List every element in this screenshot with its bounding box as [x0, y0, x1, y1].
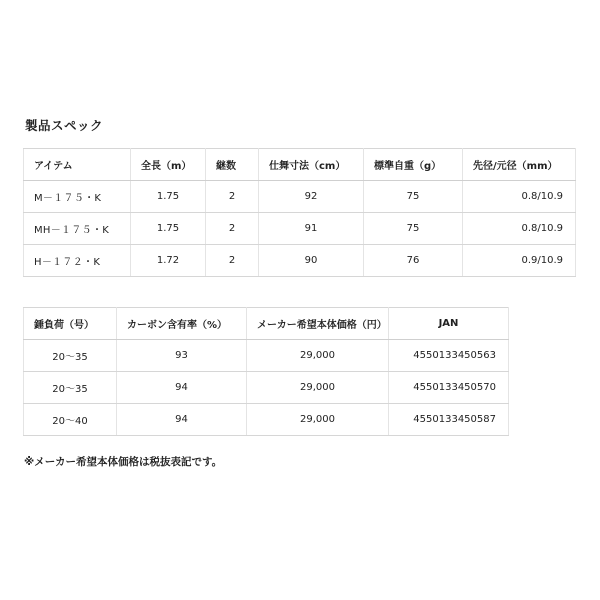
table-row — [24, 340, 509, 372]
spec-header-row — [24, 149, 576, 181]
price-cell-load: 20～35 — [24, 372, 117, 404]
spec-header-closed-length: 仕舞寸法（cm） — [259, 149, 364, 181]
spec-cell-closed-length: 92 — [259, 181, 364, 213]
price-header-load: 錘負荷（号） — [24, 308, 117, 340]
table-row — [24, 404, 509, 436]
price-cell-jan: 4550133450587 — [389, 404, 509, 436]
price-cell-carbon: 94 — [117, 404, 247, 436]
price-header-carbon: カーボン含有率（%） — [117, 308, 247, 340]
spec-cell-length: 1.72 — [131, 245, 206, 277]
spec-cell-weight: 75 — [364, 213, 463, 245]
spec-header-diameter: 先径/元径（mm） — [463, 149, 576, 181]
price-cell-load: 20～40 — [24, 404, 117, 436]
table-row — [24, 213, 576, 245]
spec-cell-sections: 2 — [206, 181, 259, 213]
spec-cell-length: 1.75 — [131, 181, 206, 213]
spec-header-sections: 継数 — [206, 149, 259, 181]
price-cell-price: 29,000 — [247, 372, 389, 404]
price-header-row — [24, 308, 509, 340]
spec-header-weight: 標準自重（g） — [364, 149, 463, 181]
section-title: 製品スペック — [25, 118, 104, 133]
price-cell-load: 20～35 — [24, 340, 117, 372]
spec-cell-closed-length: 91 — [259, 213, 364, 245]
price-table — [23, 307, 509, 436]
spec-cell-weight: 76 — [364, 245, 463, 277]
spec-cell-length: 1.75 — [131, 213, 206, 245]
spec-cell-diameter: 0.8/10.9 — [463, 213, 576, 245]
spec-cell-sections: 2 — [206, 245, 259, 277]
spec-cell-item: M－１７５・K — [24, 181, 131, 213]
table-row — [24, 245, 576, 277]
price-cell-jan: 4550133450570 — [389, 372, 509, 404]
price-cell-price: 29,000 — [247, 404, 389, 436]
price-cell-jan: 4550133450563 — [389, 340, 509, 372]
spec-header-item: アイテム — [24, 149, 131, 181]
spec-cell-sections: 2 — [206, 213, 259, 245]
spec-cell-item: H－１７２・K — [24, 245, 131, 277]
spec-cell-weight: 75 — [364, 181, 463, 213]
price-cell-carbon: 94 — [117, 372, 247, 404]
price-cell-carbon: 93 — [117, 340, 247, 372]
footnote: ※メーカー希望本体価格は税抜表記です。 — [24, 456, 223, 468]
price-cell-price: 29,000 — [247, 340, 389, 372]
spec-cell-item: MH－１７５・K — [24, 213, 131, 245]
table-row — [24, 372, 509, 404]
spec-table — [23, 148, 576, 277]
spec-header-length: 全長（m） — [131, 149, 206, 181]
spec-cell-closed-length: 90 — [259, 245, 364, 277]
spec-cell-diameter: 0.9/10.9 — [463, 245, 576, 277]
table-row — [24, 181, 576, 213]
price-header-price: メーカー希望本体価格（円） — [247, 308, 389, 340]
spec-cell-diameter: 0.8/10.9 — [463, 181, 576, 213]
price-header-jan: JAN — [389, 308, 509, 340]
